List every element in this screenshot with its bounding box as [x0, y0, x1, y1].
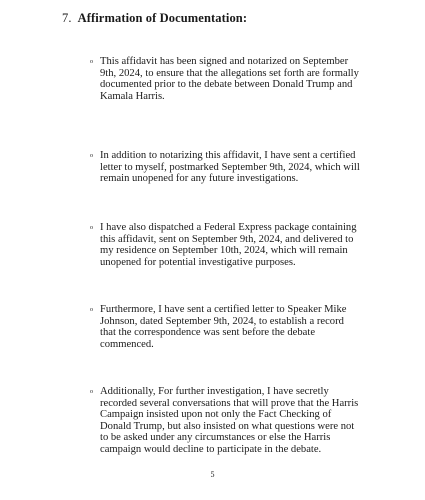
text-line: my residence on September 10th, 2024, which will remain — [100, 245, 348, 257]
page-number: 5 — [210, 470, 215, 479]
list-item-text — [100, 56, 392, 102]
text-line: Additionally, For further investigation, I have secretly — [100, 386, 329, 397]
list-item-text — [100, 386, 392, 456]
text-line: Kamala Harris. — [100, 90, 165, 102]
text-line: Donald Trump, but also insisted on what questions were not — [100, 420, 355, 432]
text-line: that the correspondence was sent before the debate — [100, 327, 316, 339]
text-line: This affidavit has been signed and notarized on September — [100, 56, 349, 67]
text-line: 9th, 2024, to ensure that the allegations set forth are formally — [100, 67, 359, 79]
text-line: letter to myself, postmarked September 9th, 2024, which will — [100, 161, 360, 173]
section-title: Affirmation of Documentation: — [77, 11, 248, 25]
bullet-marker: o — [90, 225, 93, 231]
bullet-marker: o — [90, 59, 93, 65]
list-item-text — [100, 222, 392, 268]
text-line: this affidavit, sent on September 9th, 2024, and delivered to — [100, 233, 354, 245]
text-line: I have also dispatched a Federal Express package containing — [100, 222, 357, 233]
text-line: recorded several conversations that will prove that the Harris — [100, 397, 359, 409]
text-line: campaign would decline to participate in the debate. — [100, 443, 322, 455]
bullet-marker: o — [90, 389, 93, 395]
text-line: remain unopened for any future investigations. — [100, 173, 299, 185]
text-line: to be asked under any circumstances or else the Harris — [100, 432, 331, 444]
section-heading — [62, 11, 247, 26]
bullet-marker: o — [90, 307, 93, 313]
list-item-text — [100, 150, 392, 185]
text-line: unopened for potential investigative purposes. — [100, 256, 296, 268]
text-line: Johnson, dated September 9th, 2024, to establish a record — [100, 315, 344, 327]
section-number: 7. — [62, 11, 72, 25]
text-line: commenced. — [100, 338, 154, 350]
text-line: Campaign insisted upon not only the Fact Checking of — [100, 409, 332, 421]
text-line: Furthermore, I have sent a certified letter to Speaker Mike — [100, 304, 347, 315]
text-line: In addition to notarizing this affidavit, I have sent a certified — [100, 150, 356, 161]
bullet-marker: o — [90, 153, 93, 159]
list-item-text — [100, 304, 392, 350]
text-line: documented prior to the debate between Donald Trump and — [100, 79, 353, 91]
